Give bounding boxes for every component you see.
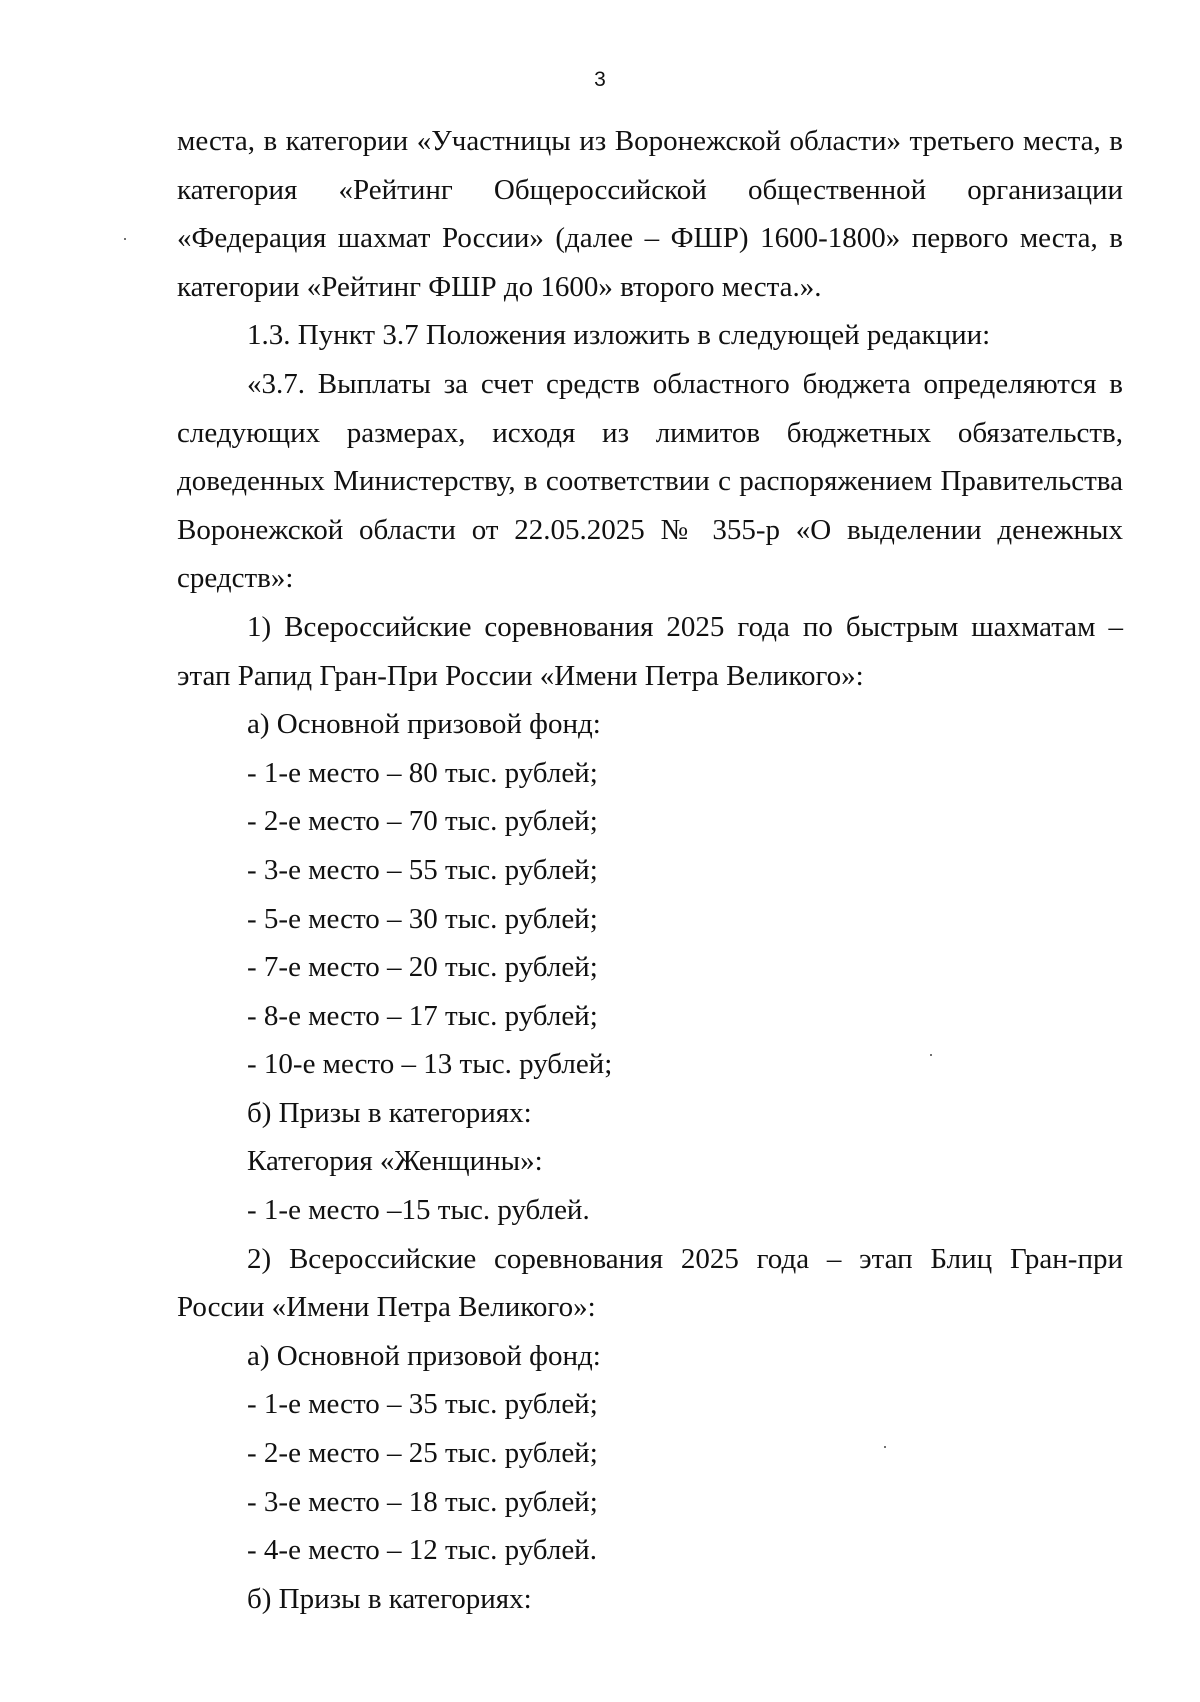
list-item: - 1-е место – 35 тыс. рублей; [247, 1388, 598, 1421]
scan-speck [124, 238, 126, 240]
list-item: - 1-е место – 80 тыс. рублей; [247, 756, 598, 789]
scan-speck [930, 1054, 932, 1056]
section-1-main-fund-heading: а) Основной призовой фонд: [247, 708, 601, 741]
section-1-category-prizes-heading: б) Призы в категориях: [247, 1096, 532, 1129]
paragraph-continuation: места, в категории «Участницы из Воронежской области» третьего места, в категория «Рейтинг Общероссийской общественной организации «Федерация шахмат России» (далее – ФШР) 1600-1800» первого места, в категории «Рейтинг ФШР до 1600» второго места.». [177, 125, 1123, 303]
list-item: - 3-е место – 55 тыс. рублей; [247, 853, 598, 886]
list-item: - 1-е место –15 тыс. рублей. [247, 1194, 590, 1227]
list-item: - 4-е место – 12 тыс. рублей. [247, 1534, 597, 1567]
paragraph-clause-1-3: 1.3. Пункт 3.7 Положения изложить в следующей редакции: [247, 319, 991, 352]
section-1-heading: 1) Всероссийские соревнования 2025 года по быстрым шахматам – этап Рапид Гран-При России «Имени Петра Великого»: [177, 610, 1123, 692]
list-item: - 10-е место – 13 тыс. рублей; [247, 1048, 613, 1081]
category-women-label: Категория «Женщины»: [247, 1145, 543, 1178]
section-2-main-fund-heading: а) Основной призовой фонд: [247, 1339, 601, 1372]
document-body [177, 117, 1123, 1623]
scan-speck [884, 1446, 886, 1448]
section-2-heading: 2) Всероссийские соревнования 2025 года – этап Блиц Гран-при России «Имени Петра Великого»: [177, 1242, 1123, 1324]
list-item: - 3-е место – 18 тыс. рублей; [247, 1485, 598, 1518]
list-item: - 2-е место – 70 тыс. рублей; [247, 805, 598, 838]
page-number: 3 [594, 68, 606, 91]
list-item: - 5-е место – 30 тыс. рублей; [247, 902, 598, 935]
section-2-category-prizes-heading: б) Призы в категориях: [247, 1582, 532, 1615]
list-item: - 7-е место – 20 тыс. рублей; [247, 951, 598, 984]
list-item: - 8-е место – 17 тыс. рублей; [247, 999, 598, 1032]
list-item: - 2-е место – 25 тыс. рублей; [247, 1437, 598, 1470]
paragraph-clause-3-7: «3.7. Выплаты за счет средств областного бюджета определяются в следующих размерах, исходя из лимитов бюджетных обязательств, доведенных Министерству, в соответствии с распоряжением Правительства Воронежской области от 22.05.2025 № 355-р «О выделении денежных средств»: [177, 367, 1123, 595]
